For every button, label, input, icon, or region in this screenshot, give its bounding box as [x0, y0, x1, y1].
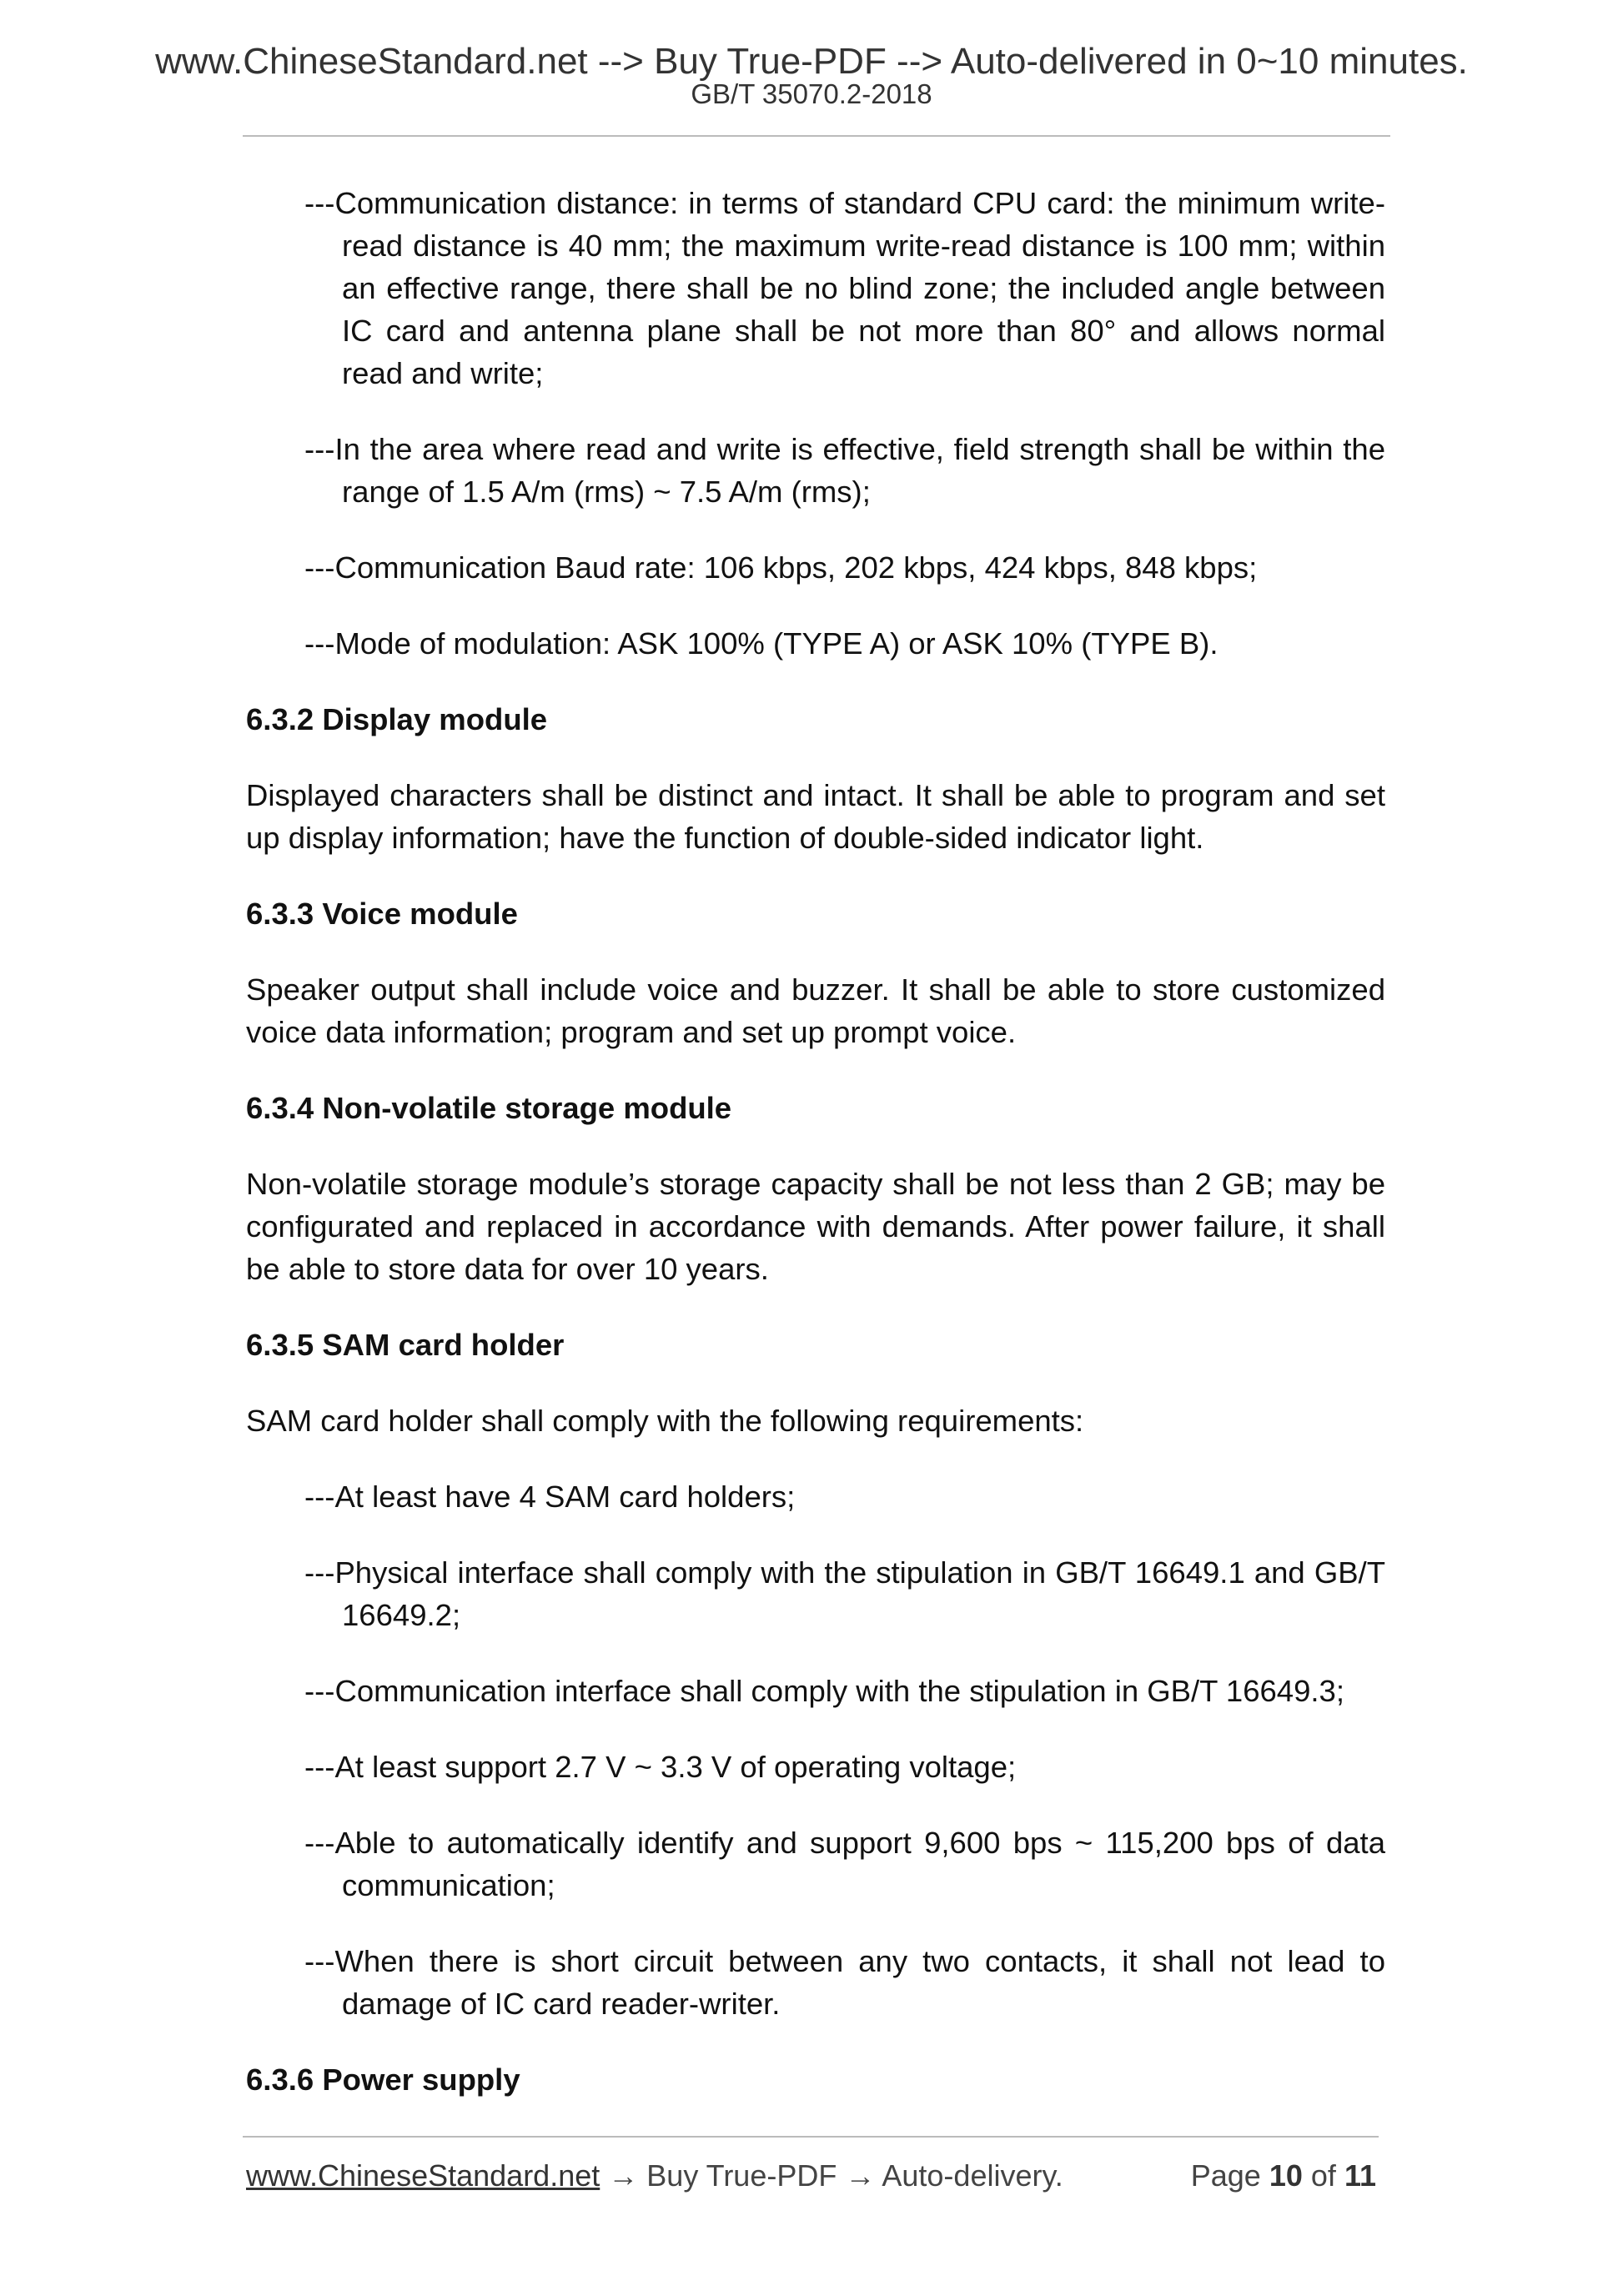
bullet-communication-distance: ---Communication distance: in terms of standard CPU card: the minimum write-read distance is 40 mm; the maximum write-read distance is 100 mm; within an effective range, there shall be no blind zone; the included angle between IC card and antenna plane shall be not more than 80° and allows normal read and write; [304, 186, 1385, 390]
bullet-operating-voltage: ---At least support 2.7 V ~ 3.3 V of operating voltage; [304, 1750, 1017, 1784]
document-id: GB/T 35070.2-2018 [691, 78, 932, 109]
section-heading-voice-module: 6.3.3 Voice module [246, 897, 518, 931]
arrow-right-icon: → [845, 2158, 876, 2193]
bullet-field-strength: ---In the area where read and write is effective, field strength shall be within the range of 1.5 A/m (rms) ~ 7.5 A/m (rms); [304, 432, 1385, 509]
arrow-right-icon: → [608, 2158, 639, 2193]
section-text-voice-module: Speaker output shall include voice and buzzer. It shall be able to store customized voice data information; program and set up prompt voice. [246, 972, 1385, 1049]
page-footer [246, 2158, 1376, 2194]
bullet-data-communication: ---Able to automatically identify and support 9,600 bps ~ 115,200 bps of data communication; [304, 1826, 1385, 1902]
header-divider [243, 135, 1390, 137]
bullet-sam-holders: ---At least have 4 SAM card holders; [304, 1480, 796, 1514]
site-banner[interactable]: www.ChineseStandard.net --> Buy True-PDF --> Auto-delivered in 0~10 minutes. [155, 41, 1468, 82]
footer-site-link[interactable]: www.ChineseStandard.net [246, 2158, 600, 2193]
section-text-display-module: Displayed characters shall be distinct and intact. It shall be able to program and set up display information; have the function of double-sided indicator light. [246, 778, 1385, 855]
section-heading-display-module: 6.3.2 Display module [246, 702, 548, 736]
bullet-communication-interface: ---Communication interface shall comply with the stipulation in GB/T 16649.3; [304, 1674, 1344, 1708]
bullet-short-circuit: ---When there is short circuit between any two contacts, it shall not lead to damage of IC card reader-writer. [304, 1944, 1385, 2021]
page-label: Page [1190, 2158, 1261, 2193]
document-body [246, 182, 1385, 2134]
bullet-modulation: ---Mode of modulation: ASK 100% (TYPE A) or ASK 10% (TYPE B). [304, 626, 1219, 661]
page-indicator [1191, 2158, 1376, 2194]
section-heading-storage-module: 6.3.4 Non-volatile storage module [246, 1091, 732, 1125]
section-heading-sam-card-holder: 6.3.5 SAM card holder [246, 1328, 565, 1362]
footer-delivery-text: Auto-delivery. [882, 2158, 1063, 2193]
of-label: of [1310, 2158, 1336, 2193]
footer-divider [243, 2136, 1379, 2138]
page-total: 11 [1344, 2158, 1376, 2193]
section-text-storage-module: Non-volatile storage module’s storage capacity shall be not less than 2 GB; may be configurated and replaced in accordance with demands. After power failure, it shall be able to store data for over 10 years. [246, 1167, 1385, 1286]
bullet-physical-interface: ---Physical interface shall comply with the stipulation in GB/T 16649.1 and GB/T 16649.2; [304, 1555, 1385, 1632]
bullet-baud-rate: ---Communication Baud rate: 106 kbps, 202 kbps, 424 kbps, 848 kbps; [304, 550, 1258, 585]
page-number: 10 [1269, 2158, 1303, 2193]
footer-buy-text: Buy True-PDF [646, 2158, 837, 2193]
section-heading-power-supply: 6.3.6 Power supply [246, 2062, 520, 2097]
section-text-sam-card-holder: SAM card holder shall comply with the following requirements: [246, 1404, 1084, 1438]
